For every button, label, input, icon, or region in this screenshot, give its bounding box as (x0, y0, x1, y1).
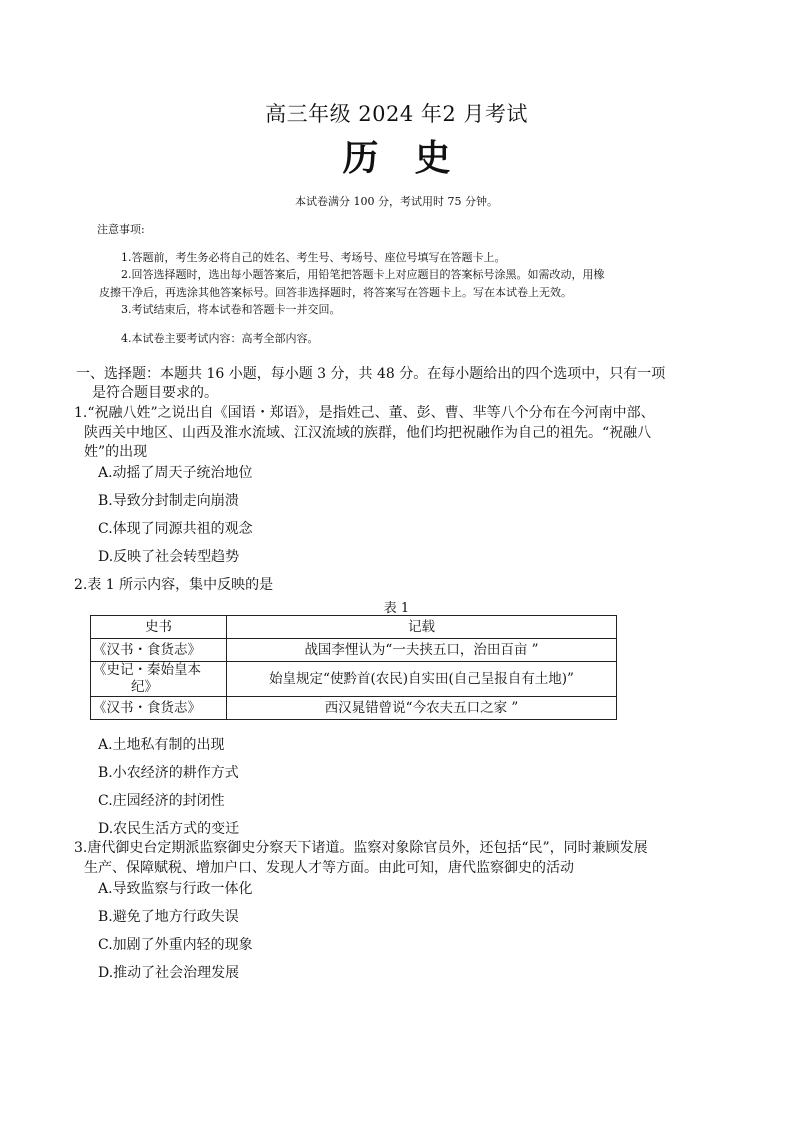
exam-title: 高三年级 2024 年2 月考试 (265, 102, 528, 126)
q1-option-b: B.导致分封制走向崩溃 (98, 493, 239, 509)
table-caption: 表 1 (383, 601, 410, 616)
q2-option-b: B.小农经济的耕作方式 (98, 765, 239, 781)
q2-stem: 2.表 1 所示内容，集中反映的是 (74, 577, 274, 593)
subject-title: 历史 (342, 137, 487, 179)
notice-item-4: 4.本试卷主要考试内容：高考全部内容。 (121, 332, 319, 345)
q2-option-c: C.庄园经济的封闭性 (98, 793, 225, 809)
q2-option-a: A.土地私有制的出现 (98, 737, 225, 753)
table-header-book: 史书 (91, 616, 227, 639)
table-cell-record: 西汉晁错曾说“今农夫五口之家 ” (227, 697, 617, 720)
q3-stem-line-1: 3.唐代御史台定期派监察御史分察天下诸道。监察对象除官员外，还包括“民”，同时兼顾发展 (74, 840, 648, 856)
notice-item-3: 3.考试结束后，将本试卷和答题卡一并交回。 (121, 303, 341, 316)
full-score-note: 本试卷满分 100 分，考试用时 75 分钟。 (295, 195, 498, 208)
table-cell-book: 《汉书・食货志》 (91, 697, 227, 720)
q1-stem-line-3: 姓”的出现 (84, 444, 148, 460)
q1-option-c: C.体现了同源共祖的观念 (98, 521, 253, 537)
table-header-row (91, 616, 617, 639)
table-row (91, 697, 617, 720)
q1-stem-line-1: 1.“祝融八姓”之说出自《国语・郑语》，是指姓己、董、彭、曹、芈等八个分布在今河南中部、 (74, 405, 655, 421)
table-cell-book-line-2: 纪》 (131, 679, 158, 695)
notice-heading: 注意事项: (97, 223, 145, 236)
table-cell-book (91, 662, 227, 697)
q1-option-a: A.动摇了周天子统治地位 (98, 465, 253, 481)
section-heading-line-2: 是符合题目要求的。 (92, 385, 218, 401)
q3-stem-line-2: 生产、保障赋税、增加户口、发现人才等方面。由此可知，唐代监察御史的活动 (84, 860, 574, 876)
q3-option-c: C.加剧了外重内轻的现象 (98, 937, 253, 953)
table-cell-book-line-1: 《史记・秦始皇本 (93, 662, 201, 678)
q2-option-d: D.农民生活方式的变迁 (98, 821, 240, 837)
notice-item-2-line-1: 2.回答选择题时，选出每小题答案后，用铅笔把答题卡上对应题目的答案标号涂黑。如需改动，用橡 (121, 268, 605, 281)
notice-item-1: 1.答题前，考生务必将自己的姓名、考生号、考场号、座位号填写在答题卡上。 (121, 251, 506, 264)
section-heading-line-1: 一、选择题：本题共 16 小题，每小题 3 分，共 48 分。在每小题给出的四个选项中，只有一项 (76, 366, 666, 382)
table-cell-record: 战国李悝认为“一夫挟五口，治田百亩 ” (227, 639, 617, 662)
table-row (91, 639, 617, 662)
table-cell-record: 始皇规定“使黔首(农民)自实田(自己呈报自有土地)” (227, 662, 617, 697)
q3-option-a: A.导致监察与行政一体化 (98, 881, 253, 897)
q1-option-d: D.反映了社会转型趋势 (98, 549, 240, 565)
q1-stem-line-2: 陕西关中地区、山西及淮水流域、江汉流域的族群，他们均把祝融作为自己的祖先。“祝融八 (84, 425, 652, 441)
q3-option-d: D.推动了社会治理发展 (98, 965, 240, 981)
notice-item-2-line-2: 皮擦干净后，再选涂其他答案标号。回答非选择题时，将答案写在答题卡上。写在本试卷上无效。 (99, 286, 572, 299)
history-table (90, 615, 617, 720)
q3-option-b: B.避免了地方行政失误 (98, 909, 239, 925)
table-row (91, 662, 617, 697)
table-cell-book: 《汉书・食货志》 (91, 639, 227, 662)
table-header-record: 记载 (227, 616, 617, 639)
